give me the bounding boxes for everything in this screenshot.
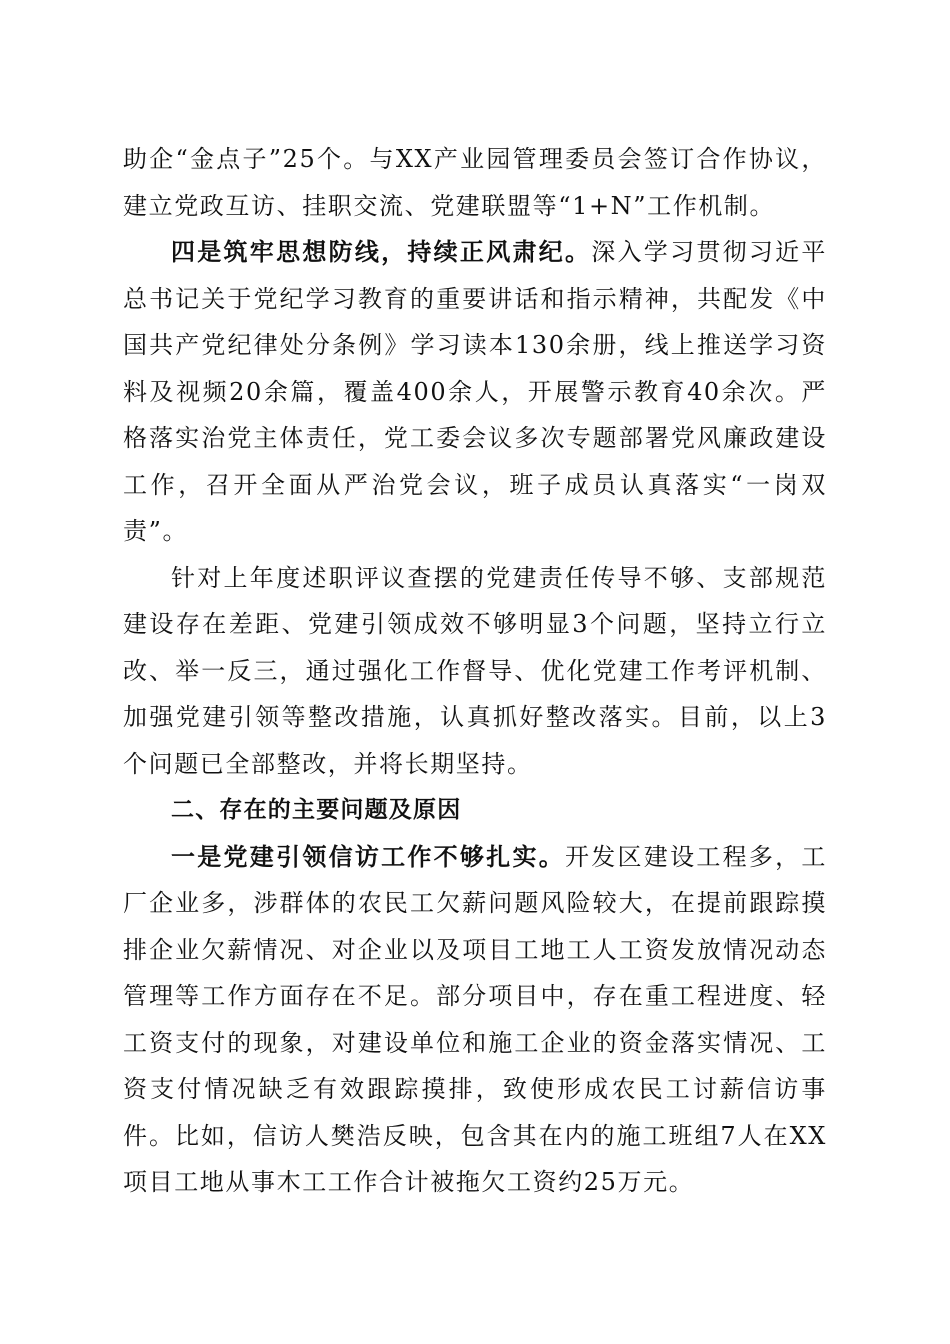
paragraph-point-four: [123, 229, 827, 555]
section-heading: 二、存在的主要问题及原因: [171, 797, 462, 823]
paragraph-text: 开发区建设工程多，工厂企业多，涉群体的农民工欠薪问题风险较大，在提前跟踪摸排企业欠薪情况、对企业以及项目工地工人工资发放情况动态管理等工作方面存在不足。部分项目中，存在重工程进度、轻工资支付的现象，对建设单位和施工企业的资金落实情况、工资支付情况缺乏有效跟踪摸排，致使形成农民工讨薪信访事件。比如，信访人樊浩反映，包含其在内的施工班组7人在XX项目工地从事木工工作合计被拖欠工资约25万元。: [123, 842, 827, 1196]
paragraph-text: 深入学习贯彻习近平总书记关于党纪学习教育的重要讲话和指示精神，共配发《中国共产党纪律处分条例》学习读本130余册，线上推送学习资料及视频20余篇，覆盖400余人，开展警示教育40余次。严格落实治党主体责任，党工委会议多次专题部署党风廉政建设工作，召开全面从严治党会议，班子成员认真落实“一岗双责”。: [123, 238, 827, 545]
paragraph-lead: 四是筑牢思想防线，持续正风肃纪。: [171, 237, 592, 266]
paragraph-text: 针对上年度述职评议查摆的党建责任传导不够、支部规范建设存在差距、党建引领成效不够明显3个问题，坚持立行立改、举一反三，通过强化工作督导、优化党建工作考评机制、加强党建引领等整改措施，认真抓好整改落实。目前，以上3个问题已全部整改，并将长期坚持。: [123, 563, 827, 778]
paragraph-continuation: [123, 136, 827, 229]
paragraph-lead: 一是党建引领信访工作不够扎实。: [171, 841, 565, 871]
paragraph-rectification: [123, 555, 827, 788]
paragraph-text: 助企“金点子”25个。与XX产业园管理委员会签订合作协议，建立党政互访、挂职交流、党建联盟等“1+N”工作机制。: [123, 145, 827, 220]
paragraph-problem-one: [123, 834, 827, 1206]
document-body: [123, 136, 827, 1206]
